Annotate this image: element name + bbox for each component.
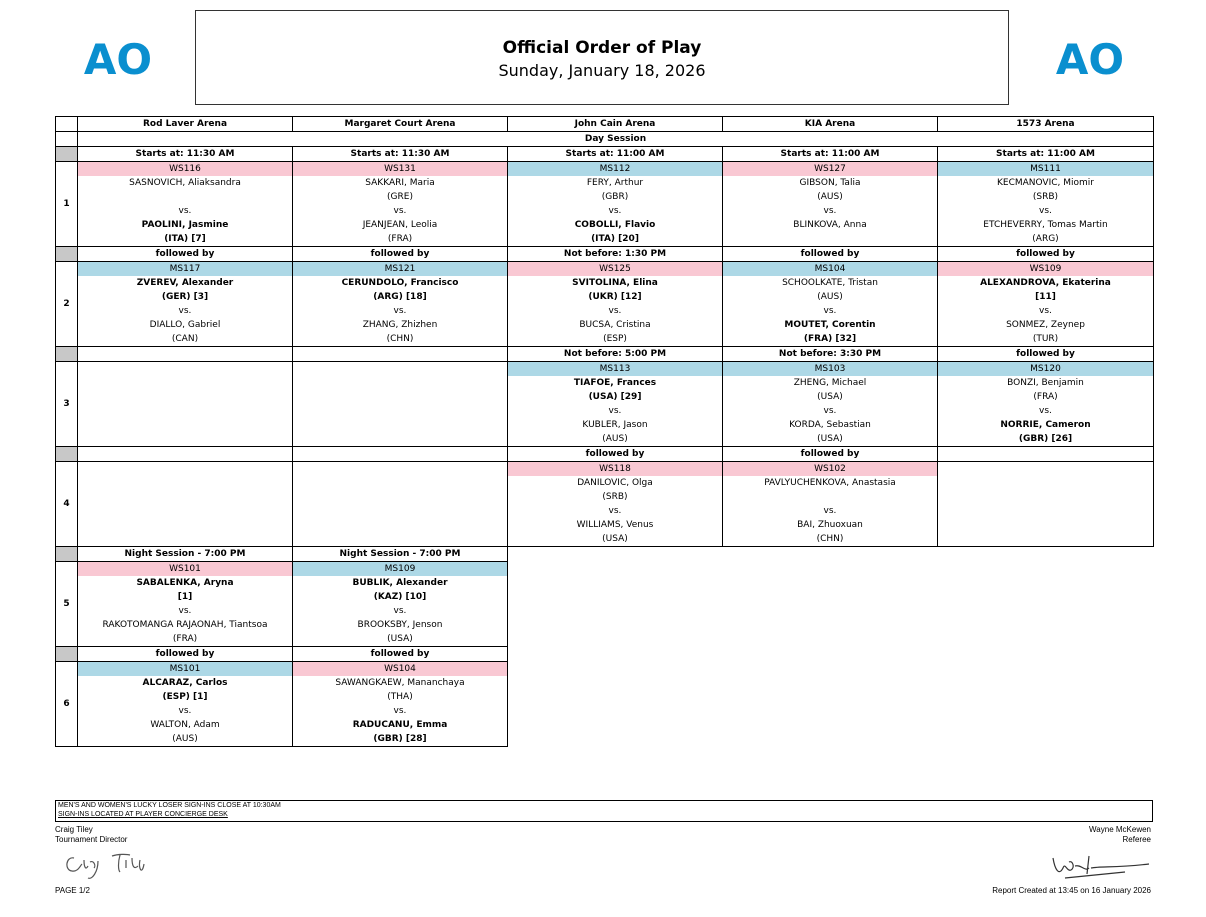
player-line: BUBLIK, Alexander xyxy=(293,576,508,590)
match-code: WS131 xyxy=(293,162,508,177)
night-session-label: Night Session - 7:00 PM xyxy=(293,547,508,562)
player-line: (USA) [29] xyxy=(508,390,723,404)
player-line: (CHN) xyxy=(723,532,938,547)
page-date: Sunday, January 18, 2026 xyxy=(498,61,706,80)
vs-label: vs. xyxy=(723,504,938,518)
player-line: PAOLINI, Jasmine xyxy=(78,218,293,232)
player-line: (GRE) xyxy=(293,190,508,204)
player-line: NORRIE, Cameron xyxy=(938,418,1154,432)
match-code: MS109 xyxy=(293,562,508,577)
player-line: RADUCANU, Emma xyxy=(293,718,508,732)
player-line: (FRA) [32] xyxy=(723,332,938,347)
vs-label: vs. xyxy=(78,604,293,618)
player-line: (GER) [3] xyxy=(78,290,293,304)
grey-cell xyxy=(56,147,78,162)
separator-label: followed by xyxy=(938,247,1154,262)
grey-cell xyxy=(56,647,78,662)
player-line: (CAN) xyxy=(78,332,293,347)
player-line: (USA) xyxy=(723,432,938,447)
match-code: MS101 xyxy=(78,662,293,677)
notes-box xyxy=(55,800,1153,822)
separator-label: followed by xyxy=(508,447,723,462)
separator-label: Not before: 1:30 PM xyxy=(508,247,723,262)
ao-logo-right xyxy=(1050,36,1130,80)
player-line: (USA) xyxy=(293,632,508,647)
separator-label: followed by xyxy=(293,247,508,262)
match-code: MS120 xyxy=(938,362,1154,377)
player-line: BLINKOVA, Anna xyxy=(723,218,938,232)
row-number: 3 xyxy=(56,362,78,447)
referee-signature xyxy=(1045,848,1155,884)
match-code: MS111 xyxy=(938,162,1154,177)
match-code: WS116 xyxy=(78,162,293,177)
row-number: 5 xyxy=(56,562,78,647)
separator-label: followed by xyxy=(78,247,293,262)
player-line: (SRB) xyxy=(938,190,1154,204)
player-line xyxy=(723,490,938,504)
match-code: MS104 xyxy=(723,262,938,277)
separator-label xyxy=(293,347,508,362)
player-line: FERY, Arthur xyxy=(508,176,723,190)
separator-label: followed by xyxy=(723,247,938,262)
row-number: 6 xyxy=(56,662,78,747)
grey-cell xyxy=(56,447,78,462)
empty-slot xyxy=(293,462,508,547)
player-line: (KAZ) [10] xyxy=(293,590,508,604)
player-line: (ARG) xyxy=(938,232,1154,247)
vs-label: vs. xyxy=(293,204,508,218)
player-line: (GBR) [28] xyxy=(293,732,508,747)
player-line: SAKKARI, Maria xyxy=(293,176,508,190)
vs-label: vs. xyxy=(78,304,293,318)
player-line: (GBR) [26] xyxy=(938,432,1154,447)
separator-label: Not before: 3:30 PM xyxy=(723,347,938,362)
vs-label: vs. xyxy=(293,704,508,718)
player-line: SABALENKA, Aryna xyxy=(78,576,293,590)
player-line: ALEXANDROVA, Ekaterina xyxy=(938,276,1154,290)
player-line: KECMANOVIC, Miomir xyxy=(938,176,1154,190)
report-created: Report Created at 13:45 on 16 January 2026 xyxy=(992,886,1151,895)
player-line xyxy=(723,232,938,247)
separator-label: Not before: 5:00 PM xyxy=(508,347,723,362)
empty-slot xyxy=(78,462,293,547)
svg-text:AO: AO xyxy=(83,36,153,80)
player-line: WILLIAMS, Venus xyxy=(508,518,723,532)
match-code: WS101 xyxy=(78,562,293,577)
match-code: WS109 xyxy=(938,262,1154,277)
start-time: Starts at: 11:00 AM xyxy=(508,147,723,162)
court-header: Rod Laver Arena xyxy=(78,117,293,132)
blank-area xyxy=(508,662,1154,747)
player-line: SCHOOLKATE, Tristan xyxy=(723,276,938,290)
ao-logo-left xyxy=(78,36,158,80)
director-name: Craig Tiley xyxy=(55,825,93,834)
referee-block xyxy=(1089,825,1151,845)
player-line: RAKOTOMANGA RAJAONAH, Tiantsoa xyxy=(78,618,293,632)
blank-area xyxy=(508,547,1154,562)
page-number: PAGE 1/2 xyxy=(55,886,90,895)
row-number: 4 xyxy=(56,462,78,547)
night-session-label: Night Session - 7:00 PM xyxy=(78,547,293,562)
order-of-play-table xyxy=(55,116,1154,747)
referee-name: Wayne McKewen xyxy=(1089,825,1151,834)
day-session-label: Day Session xyxy=(78,132,1154,147)
match-code: MS112 xyxy=(508,162,723,177)
player-line: (AUS) xyxy=(723,290,938,304)
separator-label xyxy=(78,447,293,462)
player-line: (ARG) [18] xyxy=(293,290,508,304)
player-line: (GBR) xyxy=(508,190,723,204)
empty-slot xyxy=(78,362,293,447)
match-code: WS125 xyxy=(508,262,723,277)
corner-cell xyxy=(56,132,78,147)
player-line: (CHN) xyxy=(293,332,508,347)
title-box xyxy=(195,10,1009,105)
player-line: ZHENG, Michael xyxy=(723,376,938,390)
vs-label: vs. xyxy=(723,404,938,418)
vs-label: vs. xyxy=(78,204,293,218)
match-code: WS127 xyxy=(723,162,938,177)
match-code: WS102 xyxy=(723,462,938,477)
player-line: PAVLYUCHENKOVA, Anastasia xyxy=(723,476,938,490)
separator-label: followed by xyxy=(293,647,508,662)
note-sign-ins: SIGN-INS LOCATED AT PLAYER CONCIERGE DESK xyxy=(58,811,228,818)
player-line: (AUS) xyxy=(508,432,723,447)
player-line: [1] xyxy=(78,590,293,604)
player-line: COBOLLI, Flavio xyxy=(508,218,723,232)
grey-cell xyxy=(56,347,78,362)
court-header: KIA Arena xyxy=(723,117,938,132)
player-line: (ESP) xyxy=(508,332,723,347)
row-number: 2 xyxy=(56,262,78,347)
empty-slot xyxy=(293,362,508,447)
page-title: Official Order of Play xyxy=(502,38,702,58)
separator-label xyxy=(78,347,293,362)
vs-label: vs. xyxy=(938,204,1154,218)
vs-label: vs. xyxy=(78,704,293,718)
player-line: SASNOVICH, Aliaksandra xyxy=(78,176,293,190)
note-lucky-loser: MEN'S AND WOMEN'S LUCKY LOSER SIGN-INS CLOSE AT 10:30AM xyxy=(58,802,281,809)
vs-label: vs. xyxy=(723,304,938,318)
vs-label: vs. xyxy=(508,204,723,218)
vs-label: vs. xyxy=(938,404,1154,418)
grey-cell xyxy=(56,547,78,562)
player-line: MOUTET, Corentin xyxy=(723,318,938,332)
player-line: SONMEZ, Zeynep xyxy=(938,318,1154,332)
player-line: WALTON, Adam xyxy=(78,718,293,732)
player-line: (FRA) xyxy=(293,232,508,247)
match-code: MS103 xyxy=(723,362,938,377)
vs-label: vs. xyxy=(723,204,938,218)
grey-cell xyxy=(56,247,78,262)
vs-label: vs. xyxy=(293,604,508,618)
vs-label: vs. xyxy=(293,304,508,318)
player-line: JEANJEAN, Leolia xyxy=(293,218,508,232)
player-line: ZVEREV, Alexander xyxy=(78,276,293,290)
separator-label: followed by xyxy=(78,647,293,662)
player-line: (ESP) [1] xyxy=(78,690,293,704)
court-header: John Cain Arena xyxy=(508,117,723,132)
player-line: (FRA) xyxy=(78,632,293,647)
player-line: KORDA, Sebastian xyxy=(723,418,938,432)
referee-title: Referee xyxy=(1122,835,1151,844)
separator-label xyxy=(293,447,508,462)
match-code: MS113 xyxy=(508,362,723,377)
match-code: MS117 xyxy=(78,262,293,277)
blank-area xyxy=(508,647,1154,662)
svg-text:AO: AO xyxy=(1055,36,1125,80)
match-code: WS118 xyxy=(508,462,723,477)
separator-label xyxy=(938,447,1154,462)
player-line: (UKR) [12] xyxy=(508,290,723,304)
court-header: 1573 Arena xyxy=(938,117,1154,132)
player-line: (AUS) xyxy=(723,190,938,204)
director-signature xyxy=(60,846,150,884)
player-line: (THA) xyxy=(293,690,508,704)
match-code: WS104 xyxy=(293,662,508,677)
start-time: Starts at: 11:30 AM xyxy=(293,147,508,162)
separator-label: followed by xyxy=(723,447,938,462)
player-line: (SRB) xyxy=(508,490,723,504)
director-title: Tournament Director xyxy=(55,835,128,844)
empty-slot xyxy=(938,462,1154,547)
blank-area xyxy=(508,562,1154,647)
corner-cell xyxy=(56,117,78,132)
player-line: ZHANG, Zhizhen xyxy=(293,318,508,332)
player-line: BROOKSBY, Jenson xyxy=(293,618,508,632)
start-time: Starts at: 11:00 AM xyxy=(723,147,938,162)
player-line: [11] xyxy=(938,290,1154,304)
match-code: MS121 xyxy=(293,262,508,277)
player-line: BONZI, Benjamin xyxy=(938,376,1154,390)
player-line: DIALLO, Gabriel xyxy=(78,318,293,332)
player-line: (USA) xyxy=(508,532,723,547)
player-line: GIBSON, Talia xyxy=(723,176,938,190)
player-line: KUBLER, Jason xyxy=(508,418,723,432)
vs-label: vs. xyxy=(508,304,723,318)
player-line: (AUS) xyxy=(78,732,293,747)
start-time: Starts at: 11:00 AM xyxy=(938,147,1154,162)
start-time: Starts at: 11:30 AM xyxy=(78,147,293,162)
vs-label: vs. xyxy=(508,404,723,418)
player-line: (TUR) xyxy=(938,332,1154,347)
player-line: (FRA) xyxy=(938,390,1154,404)
vs-label: vs. xyxy=(938,304,1154,318)
player-line: (USA) xyxy=(723,390,938,404)
court-header: Margaret Court Arena xyxy=(293,117,508,132)
player-line: (ITA) [20] xyxy=(508,232,723,247)
player-line: SAWANGKAEW, Mananchaya xyxy=(293,676,508,690)
player-line xyxy=(78,190,293,204)
player-line: BAI, Zhuoxuan xyxy=(723,518,938,532)
player-line: ETCHEVERRY, Tomas Martin xyxy=(938,218,1154,232)
separator-label: followed by xyxy=(938,347,1154,362)
player-line: DANILOVIC, Olga xyxy=(508,476,723,490)
player-line: CERUNDOLO, Francisco xyxy=(293,276,508,290)
player-line: BUCSA, Cristina xyxy=(508,318,723,332)
player-line: TIAFOE, Frances xyxy=(508,376,723,390)
player-line: SVITOLINA, Elina xyxy=(508,276,723,290)
player-line: ALCARAZ, Carlos xyxy=(78,676,293,690)
director-block xyxy=(55,825,127,845)
vs-label: vs. xyxy=(508,504,723,518)
player-line: (ITA) [7] xyxy=(78,232,293,247)
row-number: 1 xyxy=(56,162,78,247)
